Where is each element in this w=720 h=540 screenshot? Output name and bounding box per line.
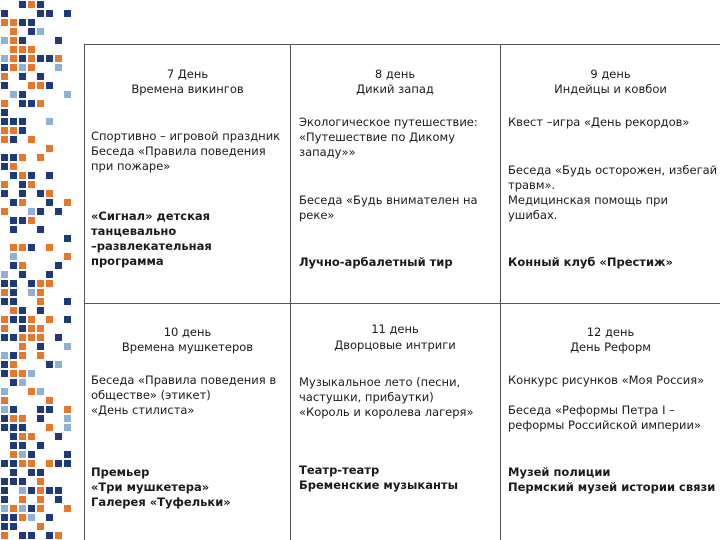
mosaic-tile (19, 487, 26, 494)
mosaic-tile (10, 316, 17, 323)
day-12-activity-3: Музей полиции Пермский музей истории связи (508, 465, 716, 494)
mosaic-tile (37, 478, 44, 485)
day-9-theme: Индейцы и ковбои (554, 82, 667, 96)
mosaic-tile (55, 64, 62, 71)
mosaic-tile (28, 532, 35, 539)
mosaic-tile (10, 460, 17, 467)
mosaic-tile (1, 370, 8, 377)
mosaic-tile (1, 118, 8, 125)
mosaic-tile (10, 19, 17, 26)
mosaic-tile (55, 487, 62, 494)
mosaic-tile (28, 46, 35, 53)
day-9-title: 9 день (590, 67, 631, 81)
mosaic-tile (1, 487, 8, 494)
mosaic-tile (37, 298, 44, 305)
mosaic-tile (1, 316, 8, 323)
mosaic-tile (1, 37, 8, 44)
mosaic-tile (10, 289, 17, 296)
mosaic-tile (1, 505, 8, 512)
mosaic-tile (28, 208, 35, 215)
mosaic-tile (64, 235, 71, 242)
mosaic-tile (37, 334, 44, 341)
row-divider (85, 303, 720, 304)
mosaic-tile (19, 415, 26, 422)
mosaic-tile (64, 91, 71, 98)
mosaic-tile (1, 352, 8, 359)
mosaic-tile (37, 307, 44, 314)
mosaic-tile (10, 379, 17, 386)
mosaic-tile (55, 496, 62, 503)
mosaic-tile (55, 55, 62, 62)
mosaic-tile (46, 55, 53, 62)
mosaic-tile (19, 496, 26, 503)
column-divider (500, 45, 501, 540)
mosaic-tile (19, 190, 26, 197)
mosaic-tile (1, 73, 8, 80)
mosaic-tile (10, 451, 17, 458)
mosaic-tile (10, 217, 17, 224)
mosaic-tile (10, 298, 17, 305)
mosaic-tile (19, 217, 26, 224)
mosaic-tile (28, 19, 35, 26)
mosaic-tile (37, 226, 44, 233)
mosaic-tile (46, 10, 53, 17)
mosaic-tile (1, 154, 8, 161)
mosaic-tile (28, 370, 35, 377)
mosaic-tile (10, 469, 17, 476)
mosaic-tile (10, 244, 17, 251)
mosaic-tile (37, 343, 44, 350)
mosaic-tile (1, 334, 8, 341)
mosaic-tile (28, 181, 35, 188)
mosaic-tile (28, 289, 35, 296)
mosaic-tile (28, 217, 35, 224)
day-8-activity-3: Лучно-арбалетный тир (299, 255, 453, 269)
mosaic-tile (37, 352, 44, 359)
mosaic-tile (55, 262, 62, 269)
mosaic-tile (46, 118, 53, 125)
mosaic-tile (19, 505, 26, 512)
mosaic-tile (19, 343, 26, 350)
mosaic-tile (64, 10, 71, 17)
mosaic-tile (28, 460, 35, 467)
mosaic-tile (64, 253, 71, 260)
mosaic-tile (1, 109, 8, 116)
mosaic-tile (19, 172, 26, 179)
mosaic-tile (10, 37, 17, 44)
mosaic-tile (19, 325, 26, 332)
mosaic-tile (28, 433, 35, 440)
mosaic-tile (19, 316, 26, 323)
mosaic-tile (46, 244, 53, 251)
day-9-activity-1: Квест –игра «День рекордов» (508, 115, 690, 129)
mosaic-tile (64, 415, 71, 422)
day-10-activity-1: Беседа «Правила поведения в обществе» (этикет) «День стилиста» (91, 373, 277, 417)
mosaic-tile (46, 460, 53, 467)
mosaic-tile (1, 127, 8, 134)
mosaic-tile (37, 1, 44, 8)
mosaic-tile (10, 478, 17, 485)
mosaic-tile (19, 1, 26, 8)
mosaic-tile (28, 316, 35, 323)
mosaic-tile (28, 325, 35, 332)
mosaic-tile (1, 514, 8, 521)
mosaic-tile (1, 163, 8, 170)
mosaic-tile (28, 100, 35, 107)
day-8-title: 8 день (374, 67, 416, 81)
mosaic-tile (28, 487, 35, 494)
mosaic-tile (19, 118, 26, 125)
mosaic-tile (1, 271, 8, 278)
mosaic-tile (1, 136, 8, 143)
mosaic-tile (19, 127, 26, 134)
day-8-theme: Дикий запад (356, 82, 434, 96)
mosaic-tile (10, 442, 17, 449)
mosaic-tile (10, 163, 17, 170)
mosaic-tile (46, 514, 53, 521)
mosaic-tile (28, 64, 35, 71)
mosaic-tile (10, 352, 17, 359)
mosaic-tile (55, 532, 62, 539)
mosaic-tile (19, 307, 26, 314)
mosaic-tile (10, 64, 17, 71)
mosaic-tile (1, 55, 8, 62)
mosaic-tile (37, 406, 44, 413)
mosaic-tile (19, 154, 26, 161)
mosaic-tile (19, 460, 26, 467)
mosaic-tile (46, 190, 53, 197)
mosaic-tile (19, 271, 26, 278)
mosaic-tile (10, 136, 17, 143)
mosaic-tile (55, 460, 62, 467)
mosaic-tile (19, 262, 26, 269)
mosaic-tile (19, 424, 26, 431)
mosaic-tile (46, 397, 53, 404)
mosaic-tile (10, 505, 17, 512)
mosaic-tile (64, 460, 71, 467)
mosaic-tile (37, 55, 44, 62)
mosaic-tile (37, 289, 44, 296)
mosaic-tile (64, 406, 71, 413)
mosaic-tile (37, 73, 44, 80)
mosaic-tile (10, 262, 17, 269)
day-9-activity-2: Беседа «Будь осторожен, избегай травм». Медицинская помощь при ушибах. (508, 163, 718, 222)
mosaic-tile (46, 316, 53, 323)
mosaic-tile (46, 172, 53, 179)
day-12-activity-1: Конкурс рисунков «Моя Россия» (508, 373, 705, 387)
mosaic-tile (28, 334, 35, 341)
mosaic-tile (64, 424, 71, 431)
mosaic-tile (28, 28, 35, 35)
mosaic-tile (37, 487, 44, 494)
mosaic-tile (1, 82, 8, 89)
mosaic-tile (28, 244, 35, 251)
mosaic-tile (19, 181, 26, 188)
mosaic-tile (28, 469, 35, 476)
mosaic-tile (10, 118, 17, 125)
day-11-theme: Дворцовые интриги (334, 338, 456, 352)
mosaic-tile (28, 505, 35, 512)
mosaic-tile (28, 280, 35, 287)
mosaic-tile (10, 334, 17, 341)
mosaic-tile (10, 172, 17, 179)
mosaic-tile (64, 343, 71, 350)
mosaic-tile (1, 523, 8, 530)
column-divider (290, 45, 291, 540)
mosaic-tile (10, 91, 17, 98)
mosaic-tile (19, 352, 26, 359)
mosaic-tile (1, 415, 8, 422)
mosaic-tile (64, 316, 71, 323)
day-8-activity-1: Экологическое путешествие: «Путешествие по Дикому западу»» (299, 115, 478, 159)
mosaic-tile (10, 370, 17, 377)
mosaic-tile (37, 154, 44, 161)
mosaic-tile (1, 298, 8, 305)
mosaic-tile (37, 325, 44, 332)
mosaic-tile (19, 37, 26, 44)
mosaic-tile (10, 406, 17, 413)
mosaic-tile (10, 127, 17, 134)
mosaic-tile (37, 208, 44, 215)
day-7-activity-1: Спортивно – игровой праздник Беседа «Правила поведения при пожаре» (91, 129, 281, 173)
mosaic-tile (19, 514, 26, 521)
day-10-theme: Времена мушкетеров (121, 340, 254, 354)
mosaic-tile (37, 190, 44, 197)
mosaic-tile (46, 424, 53, 431)
mosaic-tile (1, 424, 8, 431)
mosaic-tile (19, 478, 26, 485)
mosaic-tile (1, 100, 8, 107)
day-12-title: 12 день (586, 325, 635, 339)
day-10-activity-2: Премьер «Три мушкетера» Галерея «Туфельки» (91, 465, 231, 509)
mosaic-tile (28, 451, 35, 458)
mosaic-tile (19, 46, 26, 53)
mosaic-tile (1, 280, 8, 287)
mosaic-tile (64, 298, 71, 305)
mosaic-tile (10, 415, 17, 422)
mosaic-tile (19, 100, 26, 107)
mosaic-tile (19, 334, 26, 341)
mosaic-tile (55, 433, 62, 440)
mosaic-tile (46, 406, 53, 413)
mosaic-tile (1, 181, 8, 188)
mosaic-tile (46, 199, 53, 206)
mosaic-tile (19, 55, 26, 62)
day-11-activity-2: Театр-театр Бременские музыканты (299, 463, 458, 492)
mosaic-tile (1, 325, 8, 332)
mosaic-tile (10, 514, 17, 521)
mosaic-tile (19, 73, 26, 80)
mosaic-tile (1, 64, 8, 71)
mosaic-tile (1, 397, 8, 404)
day-12-activity-2: Беседа «Реформы Петра I – реформы Российской империи» (508, 403, 701, 432)
mosaic-tile (10, 226, 17, 233)
day-9-activity-3: Конный клуб «Престиж» (508, 255, 673, 269)
mosaic-tile (37, 523, 44, 530)
mosaic-tile (19, 244, 26, 251)
mosaic-tile (1, 406, 8, 413)
mosaic-tile (37, 505, 44, 512)
mosaic-tile (28, 514, 35, 521)
mosaic-tile (10, 199, 17, 206)
mosaic-tile (10, 523, 17, 530)
mosaic-tile (37, 100, 44, 107)
mosaic-tile (10, 253, 17, 260)
mosaic-tile (55, 37, 62, 44)
mosaic-tile (10, 28, 17, 35)
mosaic-tile (28, 172, 35, 179)
mosaic-tile (10, 280, 17, 287)
mosaic-tile (10, 307, 17, 314)
mosaic-tile (1, 478, 8, 485)
mosaic-tile (37, 388, 44, 395)
mosaic-tile (46, 82, 53, 89)
mosaic-tile (19, 379, 26, 386)
mosaic-tile (10, 433, 17, 440)
day-11-activity-1: Музыкальное лето (песни, частушки, прибаутки) «Король и королева лагеря» (299, 375, 474, 419)
mosaic-tile (46, 487, 53, 494)
mosaic-tile (37, 442, 44, 449)
mosaic-tile (10, 46, 17, 53)
mosaic-tile (10, 154, 17, 161)
mosaic-tile (1, 460, 8, 467)
schedule-table (84, 44, 720, 540)
mosaic-tile (1, 496, 8, 503)
mosaic-tile (37, 496, 44, 503)
mosaic-tile (19, 442, 26, 449)
day-11-title: 11 день (371, 322, 419, 336)
mosaic-tile (37, 10, 44, 17)
mosaic-tile (28, 55, 35, 62)
mosaic-tile (37, 280, 44, 287)
mosaic-tile (46, 280, 53, 287)
mosaic-tile (46, 532, 53, 539)
mosaic-tile (28, 1, 35, 8)
day-10-title: 10 день (163, 325, 212, 339)
mosaic-tile (19, 451, 26, 458)
mosaic-tile (1, 361, 8, 368)
day-12-theme: День Реформ (570, 340, 651, 354)
mosaic-tile (10, 55, 17, 62)
mosaic-tile (28, 82, 35, 89)
mosaic-tile (1, 388, 8, 395)
mosaic-tile (55, 334, 62, 341)
decorative-mosaic-border (0, 0, 72, 540)
mosaic-tile (46, 271, 53, 278)
mosaic-tile (46, 361, 53, 368)
mosaic-tile (64, 199, 71, 206)
day-8-activity-2: Беседа «Будь внимателен на реке» (299, 193, 478, 222)
mosaic-pattern (0, 0, 72, 540)
mosaic-tile (37, 28, 44, 35)
mosaic-tile (46, 145, 53, 152)
mosaic-tile (55, 208, 62, 215)
mosaic-tile (10, 361, 17, 368)
mosaic-tile (19, 64, 26, 71)
mosaic-tile (1, 10, 8, 17)
mosaic-tile (10, 424, 17, 431)
mosaic-tile (19, 19, 26, 26)
mosaic-tile (37, 82, 44, 89)
mosaic-tile (37, 469, 44, 476)
mosaic-tile (64, 451, 71, 458)
mosaic-tile (1, 208, 8, 215)
mosaic-tile (28, 388, 35, 395)
mosaic-tile (1, 532, 8, 539)
mosaic-tile (19, 91, 26, 98)
mosaic-tile (28, 136, 35, 143)
mosaic-tile (1, 190, 8, 197)
mosaic-tile (19, 532, 26, 539)
mosaic-tile (37, 415, 44, 422)
mosaic-tile (1, 289, 8, 296)
mosaic-tile (19, 433, 26, 440)
mosaic-tile (19, 199, 26, 206)
mosaic-tile (64, 505, 71, 512)
mosaic-tile (19, 370, 26, 377)
day-7-theme: Времена викингов (131, 82, 244, 96)
mosaic-tile (1, 19, 8, 26)
day-7-title: 7 День (166, 67, 209, 81)
day-7-activity-2: «Сигнал» детская танцевально –развлекательная программа (91, 209, 212, 268)
mosaic-tile (55, 361, 62, 368)
